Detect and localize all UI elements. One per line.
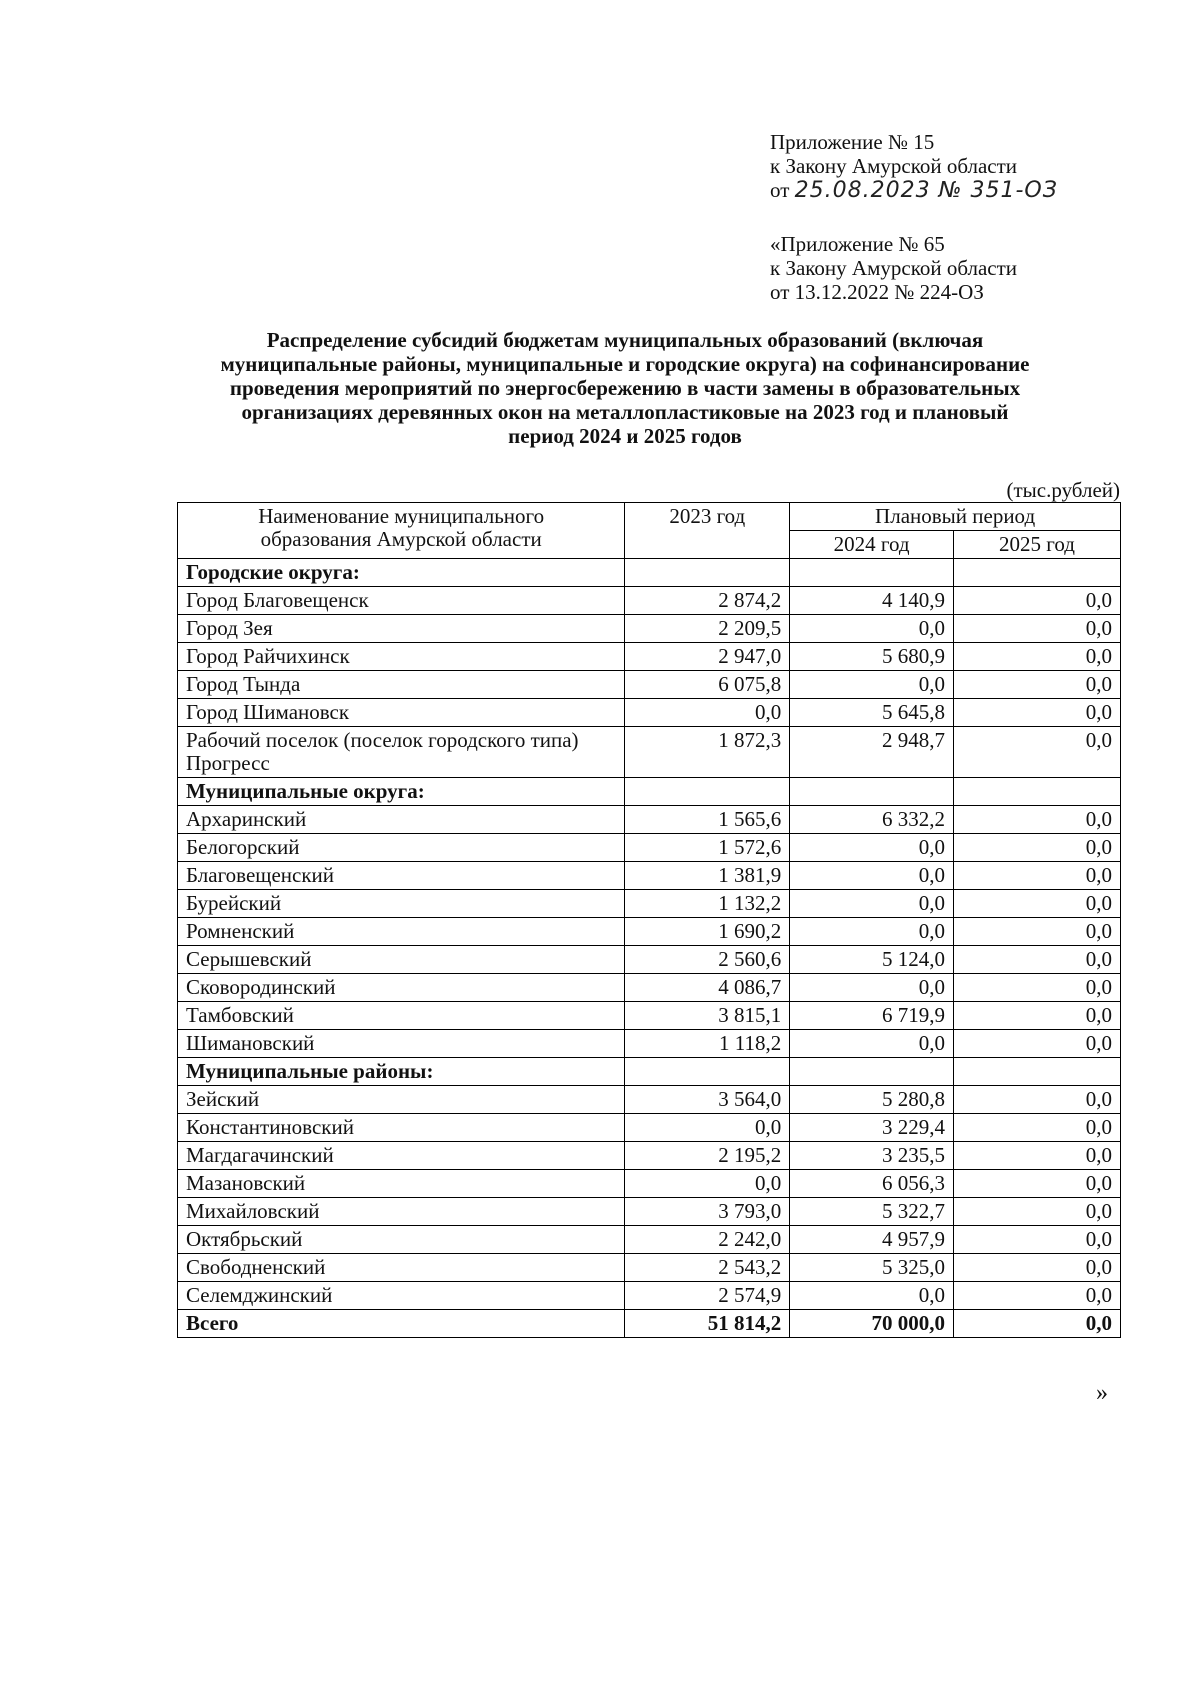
value-2023: 2 209,5 [625,615,790,643]
value-2023: 1 572,6 [625,834,790,862]
section-row [178,559,1121,587]
document-title [150,328,1100,448]
value-2024: 3 235,5 [790,1142,954,1170]
table-row [178,1254,1121,1282]
section-row [178,778,1121,806]
value-2024: 5 645,8 [790,699,954,727]
empty-cell [790,559,954,587]
table-row [178,643,1121,671]
header-name [178,503,625,559]
value-2023: 2 947,0 [625,643,790,671]
value-2023: 1 132,2 [625,890,790,918]
title-line: организациях деревянных окон на металлопластиковые на 2023 год и плановый [241,400,1009,424]
value-2023: 0,0 [625,1114,790,1142]
municipality-name: Мазановский [178,1170,625,1198]
table-row [178,1198,1121,1226]
municipality-name: Михайловский [178,1198,625,1226]
value-2024: 5 325,0 [790,1254,954,1282]
value-2025: 0,0 [954,1170,1121,1198]
value-2024: 0,0 [790,671,954,699]
value-2024: 0,0 [790,1282,954,1310]
value-2023: 1 690,2 [625,918,790,946]
table-row [178,671,1121,699]
table-row [178,890,1121,918]
units-label: (тыс.рублей) [1006,478,1120,502]
value-2023: 2 574,9 [625,1282,790,1310]
value-2024: 6 719,9 [790,1002,954,1030]
total-label: Всего [178,1310,625,1338]
value-2024: 0,0 [790,974,954,1002]
header-year-2025: 2025 год [954,531,1121,559]
empty-cell [954,1058,1121,1086]
prior-appendix-law: к Закону Амурской области [770,256,1018,280]
value-2023: 2 242,0 [625,1226,790,1254]
municipality-name: Город Зея [178,615,625,643]
value-2023: 1 118,2 [625,1030,790,1058]
section-title: Муниципальные округа: [178,778,625,806]
total-2024: 70 000,0 [790,1310,954,1338]
value-2023: 1 872,3 [625,727,790,778]
municipality-name: Селемджинский [178,1282,625,1310]
municipality-name: Архаринский [178,806,625,834]
value-2023: 3 564,0 [625,1086,790,1114]
value-2024: 2 948,7 [790,727,954,778]
table-row [178,615,1121,643]
value-2025: 0,0 [954,587,1121,615]
municipality-name: Благовещенский [178,862,625,890]
table-row [178,1226,1121,1254]
header-name-line2: образования Амурской области [260,527,542,551]
value-2023: 1 381,9 [625,862,790,890]
value-2024: 0,0 [790,862,954,890]
table-row [178,974,1121,1002]
table-row [178,727,1121,778]
subsidy-table [177,502,1121,1338]
value-2024: 0,0 [790,890,954,918]
table-row [178,1114,1121,1142]
table-row [178,834,1121,862]
value-2023: 2 543,2 [625,1254,790,1282]
table-row [178,918,1121,946]
appendix-law: к Закону Амурской области [770,154,1018,178]
municipality-name: Город Шимановск [178,699,625,727]
value-2024: 4 140,9 [790,587,954,615]
value-2024: 0,0 [790,834,954,862]
title-line: проведения мероприятий по энергосбережению в части замены в образовательных [229,376,1021,400]
table-row [178,1002,1121,1030]
value-2025: 0,0 [954,834,1121,862]
title-line: муниципальные районы, муниципальные и городские округа) на софинансирование [220,352,1030,376]
header-year-2024: 2024 год [790,531,954,559]
table-row [178,806,1121,834]
total-2025: 0,0 [954,1310,1121,1338]
value-2025: 0,0 [954,806,1121,834]
value-2024: 5 124,0 [790,946,954,974]
total-row [178,1310,1121,1338]
table-row [178,862,1121,890]
municipality-name: Магдагачинский [178,1142,625,1170]
value-2024: 5 680,9 [790,643,954,671]
municipality-name: Свободненский [178,1254,625,1282]
municipality-name: Сковородинский [178,974,625,1002]
handwritten-date-number: 25.08.2023 № 351-ОЗ [794,178,1058,203]
value-2025: 0,0 [954,1142,1121,1170]
municipality-name: Тамбовский [178,1002,625,1030]
table-row [178,587,1121,615]
value-2023: 6 075,8 [625,671,790,699]
value-2025: 0,0 [954,1030,1121,1058]
municipality-name: Серышевский [178,946,625,974]
appendix-number: Приложение № 15 [770,130,935,154]
table-row [178,1086,1121,1114]
title-line: период 2024 и 2025 годов [508,424,742,448]
appendix-date [770,178,1058,203]
prior-appendix-date: от 13.12.2022 № 224-ОЗ [770,280,984,304]
municipality-name: Константиновский [178,1114,625,1142]
value-2023: 0,0 [625,699,790,727]
value-2025: 0,0 [954,615,1121,643]
appendix-date-prefix: от [770,178,795,202]
header-year-2023: 2023 год [625,503,790,559]
value-2025: 0,0 [954,727,1121,778]
value-2025: 0,0 [954,643,1121,671]
value-2025: 0,0 [954,699,1121,727]
header-planned-period: Плановый период [790,503,1121,531]
header-name-line1: Наименование муниципального [258,504,545,528]
value-2023: 3 793,0 [625,1198,790,1226]
value-2024: 3 229,4 [790,1114,954,1142]
value-2024: 0,0 [790,1030,954,1058]
empty-cell [954,778,1121,806]
value-2024: 0,0 [790,615,954,643]
municipality-name: Бурейский [178,890,625,918]
section-row [178,1058,1121,1086]
total-2023: 51 814,2 [625,1310,790,1338]
empty-cell [625,559,790,587]
value-2024: 4 957,9 [790,1226,954,1254]
value-2025: 0,0 [954,1114,1121,1142]
municipality-name: Город Тында [178,671,625,699]
value-2025: 0,0 [954,918,1121,946]
prior-appendix-number: «Приложение № 65 [770,232,945,256]
municipality-name: Белогорский [178,834,625,862]
municipality-name: Ромненский [178,918,625,946]
municipality-name: Рабочий поселок (поселок городского типа) Прогресс [178,727,625,778]
value-2025: 0,0 [954,1282,1121,1310]
municipality-name: Город Благовещенск [178,587,625,615]
value-2024: 6 332,2 [790,806,954,834]
value-2025: 0,0 [954,1254,1121,1282]
value-2023: 1 565,6 [625,806,790,834]
appendix-header [770,130,1058,203]
value-2023: 2 560,6 [625,946,790,974]
title-line: Распределение субсидий бюджетам муниципальных образований (включая [266,328,984,352]
municipality-name: Город Райчихинск [178,643,625,671]
value-2025: 0,0 [954,862,1121,890]
value-2024: 5 322,7 [790,1198,954,1226]
value-2025: 0,0 [954,946,1121,974]
table-row [178,1030,1121,1058]
value-2023: 2 195,2 [625,1142,790,1170]
header-row [178,503,1121,531]
value-2025: 0,0 [954,890,1121,918]
empty-cell [954,559,1121,587]
municipality-name: Шимановский [178,1030,625,1058]
empty-cell [790,1058,954,1086]
value-2025: 0,0 [954,1226,1121,1254]
value-2024: 0,0 [790,918,954,946]
table-row [178,1142,1121,1170]
section-title: Муниципальные районы: [178,1058,625,1086]
value-2024: 6 056,3 [790,1170,954,1198]
table-row [178,699,1121,727]
empty-cell [790,778,954,806]
value-2025: 0,0 [954,1086,1121,1114]
prior-appendix-header [770,232,1017,304]
empty-cell [625,1058,790,1086]
empty-cell [625,778,790,806]
table-row [178,1170,1121,1198]
value-2024: 5 280,8 [790,1086,954,1114]
closing-quote: » [1096,1380,1108,1406]
value-2023: 0,0 [625,1170,790,1198]
value-2025: 0,0 [954,1002,1121,1030]
value-2023: 4 086,7 [625,974,790,1002]
value-2023: 2 874,2 [625,587,790,615]
table-row [178,946,1121,974]
municipality-name: Октябрьский [178,1226,625,1254]
section-title: Городские округа: [178,559,625,587]
table-body [178,559,1121,1338]
municipality-name: Зейский [178,1086,625,1114]
value-2025: 0,0 [954,974,1121,1002]
value-2025: 0,0 [954,1198,1121,1226]
value-2023: 3 815,1 [625,1002,790,1030]
value-2025: 0,0 [954,671,1121,699]
table-row [178,1282,1121,1310]
